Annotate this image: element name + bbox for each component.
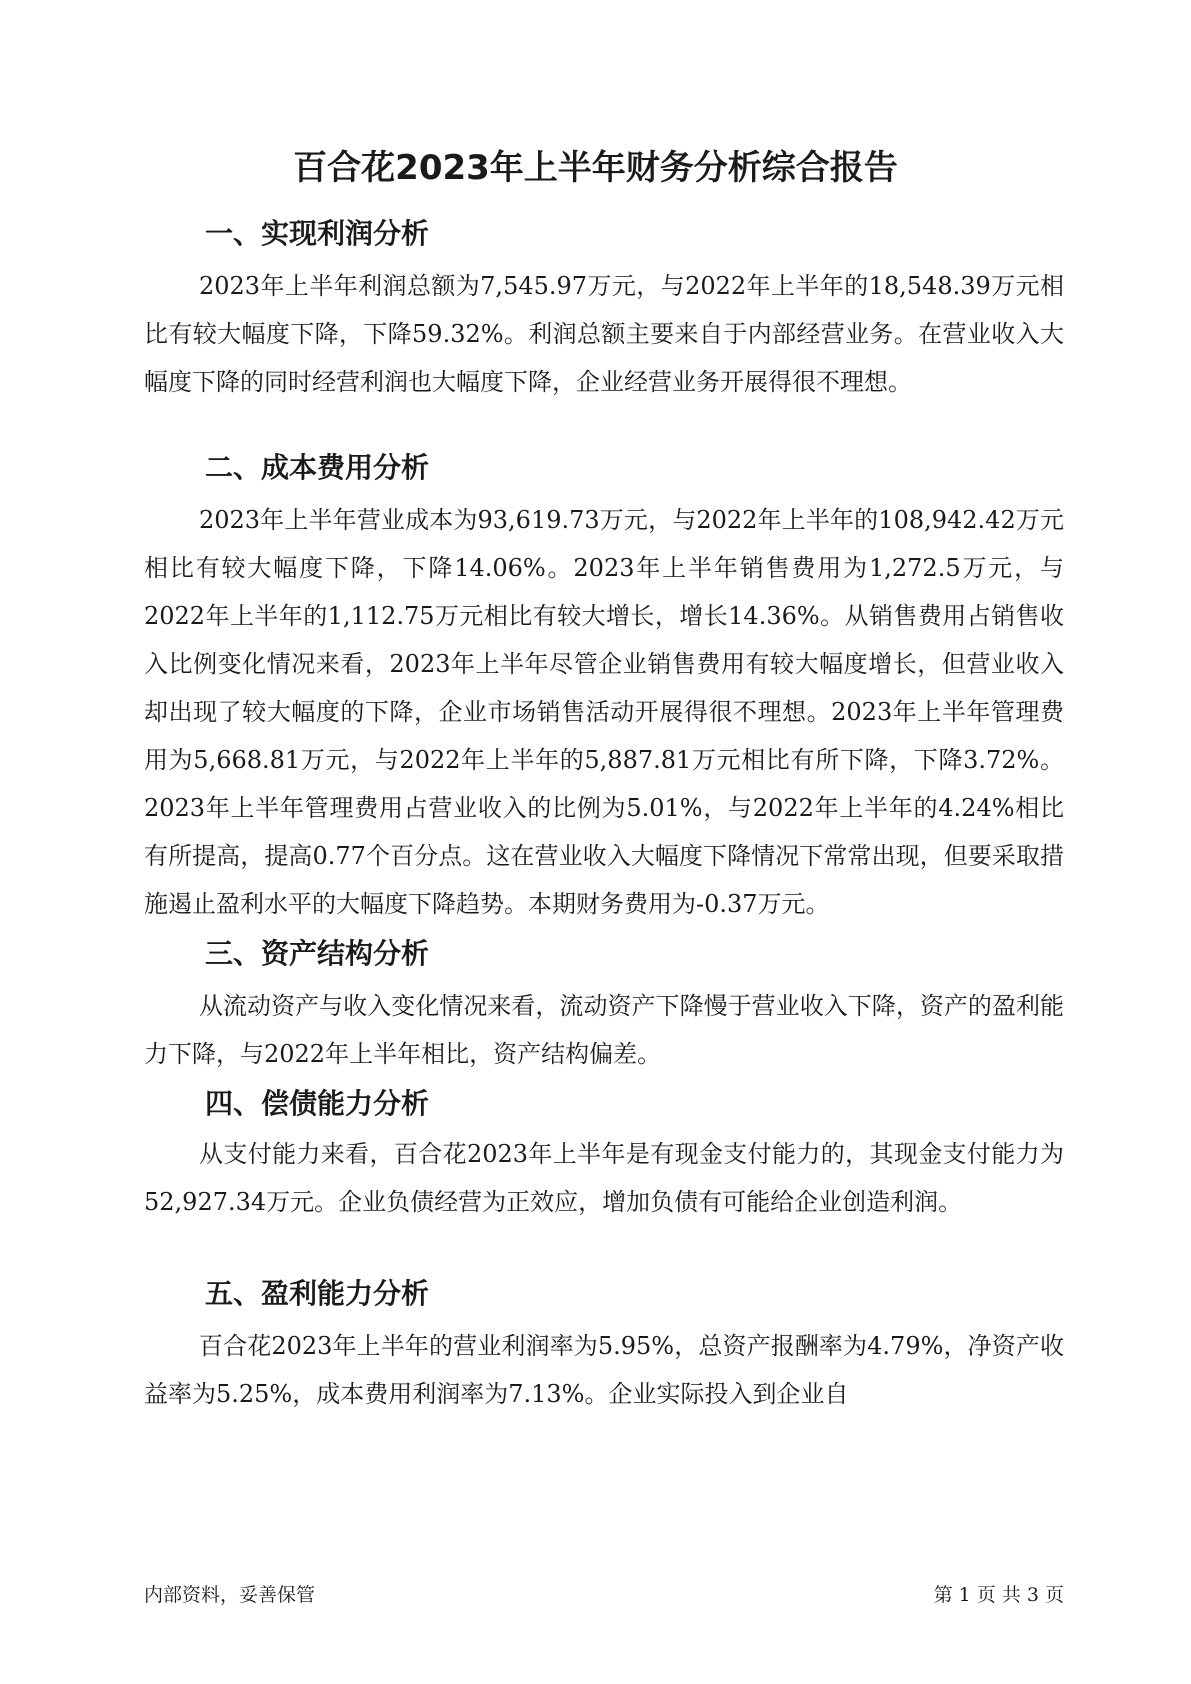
section-paragraph-cost: 2023年上半年营业成本为93,619.73万元，与2022年上半年的108,942.42万元相比有较大幅度下降，下降14.06%。2023年上半年销售费用为1,272.5万元，与2022年上半年的1,112.75万元相比有较大增长，增长14.36%。从销售费用占销售收入比例变化情况来看，2023年上半年尽管企业销售费用有较大幅度增长，但营业收入却出现了较大幅度的下降，企业市场销售活动开展得很不理想。2023年上半年管理费用为5,668.81万元，与2022年上半年的5,887.81万元相比有所下降，下降3.72%。2023年上半年管理费用占营业收入的比例为5.01%，与2022年上半年的4.24%相比有所提高，提高0.77个百分点。这在营业收入大幅度下降情况下常常出现，但要采取措施遏止盈利水平的大幅度下降趋势。本期财务费用为-0.37万元。 [144, 506, 1064, 918]
page-footer [144, 1580, 1064, 1607]
section-heading-cost: 二、成本费用分析 [205, 451, 430, 484]
section-paragraph-solvency: 从支付能力来看，百合花2023年上半年是有现金支付能力的，其现金支付能力为52,927.34万元。企业负债经营为正效应，增加负债有可能给企业创造利润。 [144, 1140, 1064, 1216]
page-title: 百合花2023年上半年财务分析综合报告 [293, 148, 898, 188]
section-heading-solvency: 四、偿债能力分析 [205, 1087, 430, 1120]
section-heading-profitability: 五、盈利能力分析 [205, 1277, 430, 1310]
section-paragraph-profitability: 百合花2023年上半年的营业利润率为5.95%，总资产报酬率为4.79%，净资产收益率为5.25%，成本费用利润率为7.13%。企业实际投入到企业自 [144, 1332, 1064, 1408]
section-paragraph-assets: 从流动资产与收入变化情况来看，流动资产下降慢于营业收入下降，资产的盈利能力下降，与2022年上半年相比，资产结构偏差。 [144, 992, 1064, 1068]
section-paragraph-profit: 2023年上半年利润总额为7,545.97万元，与2022年上半年的18,548.39万元相比有较大幅度下降，下降59.32%。利润总额主要来自于内部经营业务。在营业收入大幅度下降的同时经营利润也大幅度下降，企业经营业务开展得很不理想。 [144, 272, 1064, 396]
section-heading-profit: 一、实现利润分析 [205, 217, 430, 250]
footer-page-number: 第 1 页 共 3 页 [933, 1584, 1064, 1606]
footer-confidential-note: 内部资料，妥善保管 [144, 1584, 316, 1606]
section-heading-assets: 三、资产结构分析 [205, 937, 430, 970]
